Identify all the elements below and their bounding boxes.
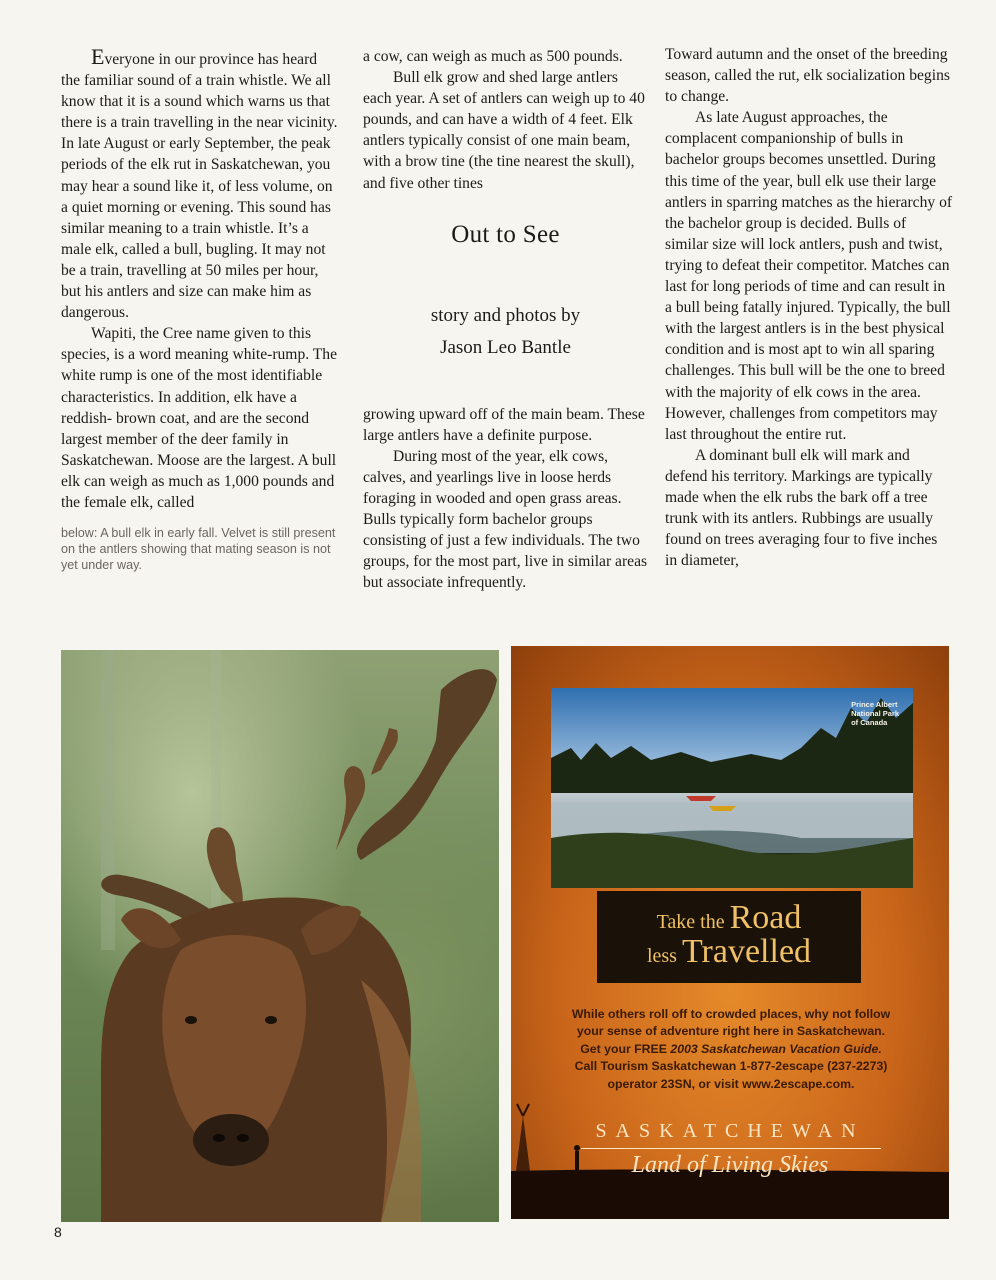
- column-continuation: [363, 404, 648, 594]
- article-column-2: [363, 46, 648, 594]
- ad-divider: [581, 1148, 881, 1149]
- park-label-line: National Park: [851, 709, 899, 718]
- paragraph: growing upward off of the main beam. These large antlers have a definite purpose.: [363, 405, 645, 444]
- photo-caption: below: A bull elk in early fall. Velvet is still present on the antlers showing that mating season is not yet under way.: [61, 526, 336, 573]
- elk-photo: [61, 650, 499, 1222]
- headline-word: Take the: [656, 911, 730, 933]
- ad-body-guide-title: 2003 Saskatchewan Vacation Guide.: [670, 1041, 882, 1056]
- ad-body-line: your sense of adventure right here in Saskatchewan.: [576, 1024, 886, 1039]
- headline-line-1: [597, 901, 861, 935]
- headline-line-2: [597, 935, 861, 969]
- paragraph: A dominant bull elk will mark and defend his territory. Markings are typically made when the elk rubs the bark off a tree trunk with its antlers. Rubbings are usually found on trees averaging four to five inches in diameter,: [665, 446, 938, 570]
- headline-word: Travelled: [681, 933, 812, 970]
- paragraph: [61, 46, 339, 323]
- ad-tagline: Land of Living Skies: [631, 1152, 829, 1178]
- ad-web-line[interactable]: operator 23SN, or visit www.2escape.com.: [607, 1076, 855, 1091]
- paragraph: During most of the year, elk cows, calves, and yearlings live in loose herds foraging in wooded and open grass areas. Bulls typically form bachelor groups consisting of just a few individuals. The two groups, for the most part, live in similar areas but associate infrequently.: [363, 447, 648, 592]
- ad-headline: [597, 901, 861, 969]
- paragraph: Bull elk grow and shed large antlers each year. A set of antlers can weigh up to 40 pounds, and can have a width of 4 feet. Elk antlers typically consist of one main beam, with a brow tine (the tine nearest the skull), and five other tines: [363, 69, 645, 192]
- ad-body-text: Get your FREE: [580, 1041, 671, 1056]
- park-label: [851, 700, 899, 727]
- article-column-1: [61, 46, 339, 573]
- byline: [363, 300, 648, 364]
- article-title: Out to See: [451, 220, 560, 248]
- paragraph: As late August approaches, the complacent companionship of bulls in bachelor groups becomes unsettled. During this time of the year, bull elk use their large antlers in sparring matches as the hierarchy of the bachelor group is decided. Bulls of similar size will lock antlers, push and twist, trying to defeat their competitor. Matches can last for long periods of time and can result in a bull being fatally injured. Typically, the bull with the largest antlers is in the best physical condition and is most apt to win all sparing challenges. This bull will be the one to breed with the majority of elk cows in the area. However, challenges from competitors may last throughout the entire rut.: [665, 109, 953, 443]
- paragraph: Wapiti, the Cree name given to this species, is a word meaning white-rump. The white rump is one of the most identifiable characteristics. In addition, elk have a reddish- brown coat, and are the second largest member of the deer family in Saskatchewan. Moose are the largest. A bull elk can weigh as much as 1,000 pounds and the female elk, called: [61, 325, 337, 511]
- byline-credit: story and photos by: [430, 304, 581, 326]
- ad-phone-line[interactable]: Call Tourism Saskatchewan 1-877-2escape (237-2273): [574, 1059, 888, 1074]
- park-label-line: of Canada: [851, 718, 888, 727]
- paragraph: Toward autumn and the onset of the breeding season, called the rut, elk socialization begins to change.: [665, 46, 950, 106]
- byline-author: Jason Leo Bantle: [440, 336, 571, 358]
- article-column-3: [665, 44, 953, 571]
- ad-headline-box: [597, 891, 861, 983]
- ad-photo-lake: [551, 688, 913, 888]
- title-block: [363, 220, 648, 364]
- ad-body-line: [541, 1041, 921, 1058]
- headline-word: less: [646, 945, 682, 967]
- paragraph-text: veryone in our province has heard the familiar sound of a train whistle. We all know that it is a sound which warns us that there is a train travelling in the near vicinity. In late August or early September, the peak periods of the elk rut in Saskatchewan, you may hear a sound like it, of less volume, on a quiet morning or evening. This sound has similar meaning to a train whistle. It’s a male elk, called a bull, bugling. It may not be a train, travelling at 50 miles per hour, but his antlers and size can make him as dangerous.: [61, 51, 338, 322]
- elk-illustration: [61, 650, 499, 1222]
- page-number: 8: [54, 1224, 62, 1240]
- drop-cap: E: [91, 44, 105, 69]
- paragraph: a cow, can weigh as much as 500 pounds.: [363, 48, 623, 65]
- park-label-line: Prince Albert: [851, 700, 898, 709]
- tourism-advertisement[interactable]: [511, 646, 949, 1219]
- ad-body-line: While others roll off to crowded places, why not follow: [571, 1007, 891, 1021]
- headline-word: Road: [729, 899, 802, 936]
- ad-brand-name: SASKATCHEWAN: [595, 1120, 865, 1142]
